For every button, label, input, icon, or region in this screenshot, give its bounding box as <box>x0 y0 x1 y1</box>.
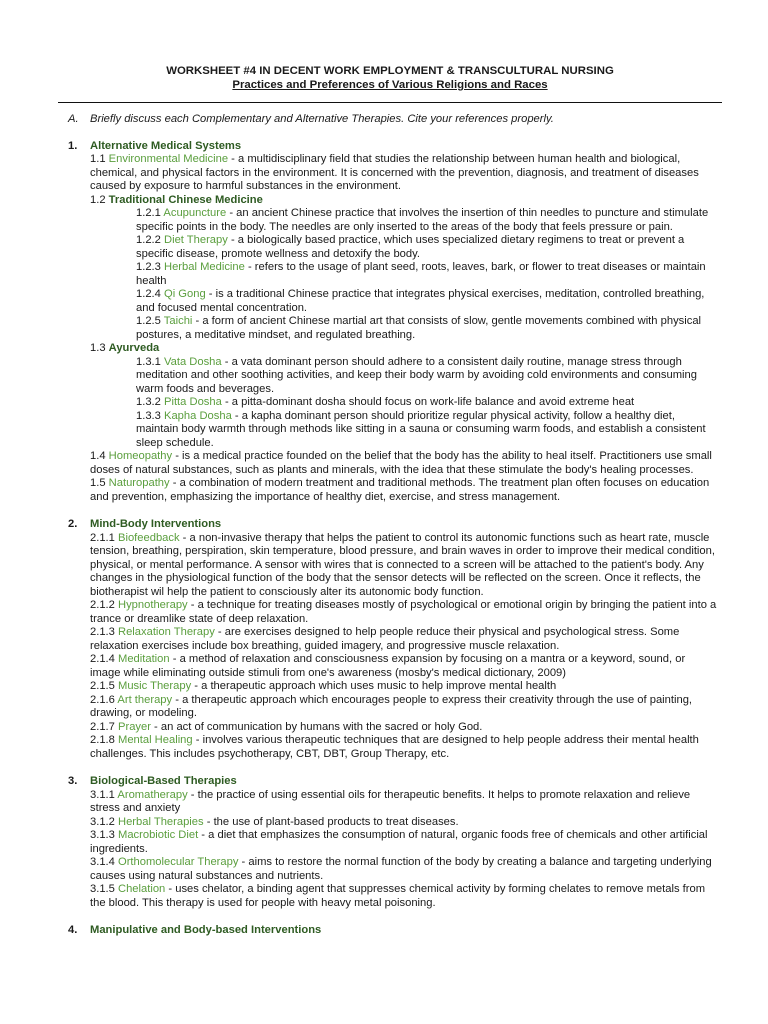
item-description: - a technique for treating diseases mostly of psychological or emotional origin by bringing the patient into a trance or dreamlike state of deep relaxation. <box>90 599 717 625</box>
item-term: Biofeedback <box>118 531 180 544</box>
list-item <box>136 288 718 315</box>
item-term: Music Therapy <box>118 680 192 692</box>
section-heading <box>68 140 718 154</box>
item-number: 2.1.5 <box>90 680 115 692</box>
section-title: Manipulative and Body-based Interventions <box>90 924 322 936</box>
section-number: 3. <box>68 775 78 787</box>
item-number: 1.2.2 <box>136 234 161 246</box>
list-item <box>90 599 718 626</box>
subsection-heading <box>90 194 718 208</box>
list-item <box>90 694 718 721</box>
item-description: - a form of ancient Chinese martial art that consists of slow, gentle movements combined with physical postures, a meditative mindset, and regulated breathing. <box>136 315 702 341</box>
item-number: 3.1.4 <box>90 856 115 868</box>
item-term: Kapha Dosha <box>164 409 232 422</box>
item-term: Qi Gong <box>164 288 206 300</box>
item-term: Acupuncture <box>163 207 227 219</box>
section-title: Alternative Medical Systems <box>90 139 242 152</box>
list-item <box>90 734 718 761</box>
item-term: Herbal Therapies <box>118 815 204 828</box>
item-description: - is a traditional Chinese practice that integrates physical exercises, meditation, controlled breathing, and focused mental concentration. <box>136 288 705 314</box>
item-number: 3.1.3 <box>90 829 115 841</box>
item-description: - a vata dominant person should adhere to a consistent daily routine, manage stress through meditation and other soothing activities, and keep their body warm by avoiding cold environments and consuming warm foods and beverages. <box>136 355 697 395</box>
item-number: 1.2.5 <box>136 315 161 327</box>
item-number: 3.1.5 <box>90 883 115 895</box>
item-number: 1.3 <box>90 342 106 354</box>
item-term: Meditation <box>118 653 170 665</box>
item-description: - the practice of using essential oils for therapeutic benefits. It helps to promote relaxation and relieve stress and anxiety <box>90 788 691 814</box>
item-term: Taichi <box>163 315 193 327</box>
list-item <box>136 396 718 410</box>
list-item <box>90 721 718 735</box>
item-description: - aims to restore the normal function of the body by creating a balance and targeting underlying causes using natural substances and nutrients. <box>90 856 712 882</box>
item-number: 1.4 <box>90 450 106 462</box>
list-item <box>90 789 718 816</box>
section-heading <box>68 924 718 938</box>
item-number: 1.2.4 <box>136 288 161 300</box>
list-item <box>136 261 718 288</box>
item-description: - involves various therapeutic techniques that are designed to help people address their mental health challenges. This includes psychotherapy, CBT, DBT, Group Therapy, etc. <box>90 734 699 760</box>
list-item <box>90 450 718 477</box>
list-item <box>90 883 718 910</box>
item-description: - a pitta-dominant dosha should focus on work-life balance and avoid extreme heat <box>221 396 635 408</box>
item-term: Relaxation Therapy <box>118 626 215 638</box>
section-number: 4. <box>68 924 78 936</box>
document-title: WORKSHEET #4 IN DECENT WORK EMPLOYMENT & TRANSCULTURAL NURSING <box>166 65 614 77</box>
item-term: Diet Therapy <box>164 234 228 246</box>
list-item <box>90 653 718 680</box>
item-number: 2.1.4 <box>90 653 115 665</box>
item-term: Macrobiotic Diet <box>118 829 199 841</box>
section <box>62 140 718 505</box>
item-number: 1.2 <box>90 193 106 206</box>
item-number: 1.3.1 <box>136 355 161 368</box>
header-rule <box>58 102 722 103</box>
list-item <box>136 410 718 451</box>
item-term: Prayer <box>118 720 151 733</box>
list-item <box>136 315 718 342</box>
item-description: - a diet that emphasizes the consumption of natural, organic foods free of chemicals and other artificial ingredients. <box>90 829 708 855</box>
item-description: - a therapeutic approach which encourages people to express their creativity through the use of painting, drawing, or modeling. <box>90 693 693 719</box>
item-description: - an act of communication by humans with the sacred or holy God. <box>150 720 483 733</box>
section-heading <box>68 518 718 532</box>
item-term: Naturopathy <box>108 477 170 489</box>
item-number: 2.1.1 <box>90 531 115 544</box>
item-term: Orthomolecular Therapy <box>118 856 239 868</box>
section-number: 2. <box>68 518 78 530</box>
item-number: 2.1.7 <box>90 720 115 733</box>
item-number: 1.3.3 <box>136 409 161 422</box>
instruction <box>68 113 718 127</box>
item-description: - a kapha dominant person should prioritize regular physical activity, follow a healthy diet, maintain body warmth through methods like sitting in a sauna or consuming warm foods, and establish a consistent sleep schedule. <box>136 409 706 449</box>
item-term: Hypnotherapy <box>118 599 188 611</box>
item-description: - a biologically based practice, which uses specialized dietary regimens to treat or prevent a specific disease, promote wellness and detoxify the body. <box>136 234 685 260</box>
sections-container <box>62 140 718 938</box>
instruction-text: Briefly discuss each Complementary and Alternative Therapies. Cite your references properly. <box>90 113 554 125</box>
list-item <box>90 680 718 694</box>
document-subtitle: Practices and Preferences of Various Religions and Races <box>232 79 548 91</box>
section <box>62 924 718 938</box>
list-item <box>90 477 718 504</box>
item-term: Homeopathy <box>108 450 173 462</box>
item-term: Herbal Medicine <box>164 261 245 273</box>
item-term: Chelation <box>118 883 166 895</box>
item-description: - a non-invasive therapy that helps the patient to control its autonomic functions such as heart rate, muscle tension, breathing, perspiration, skin temperature, blood pressure, and brain waves in order to improve their medical condition, physical, or mental performance. A sensor with wires that is connected to a screen will be attached to the patient's body. Any changes in the physiological function of the body that the sensor detects will be reflected on the screen. Once it reflects, the biotherapist wil help the patient to consciously alter its autonomic body function. <box>90 531 715 598</box>
item-number: 1.2.3 <box>136 261 161 273</box>
item-term: Environmental Medicine <box>108 153 229 165</box>
item-description: - are exercises designed to help people reduce their physical and psychological stress. Some relaxation exercises include box breathing, guided imagery, and progressive muscle relaxation. <box>90 626 680 652</box>
item-description: - uses chelator, a binding agent that suppresses chemical activity by forming chelates to remove metals from the blood. This therapy is used for people with heavy metal poisoning. <box>90 883 706 909</box>
list-item <box>136 356 718 397</box>
list-item <box>90 626 718 653</box>
section-number: 1. <box>68 139 78 152</box>
section-title: Biological-Based Therapies <box>90 775 237 787</box>
item-number: 2.1.3 <box>90 626 115 638</box>
item-number: 3.1.1 <box>90 788 115 801</box>
item-term: Aromatherapy <box>117 788 188 801</box>
section <box>62 775 718 910</box>
list-item <box>136 234 718 261</box>
subsection-heading <box>90 342 718 356</box>
item-description: - refers to the usage of plant seed, roots, leaves, bark, or flower to treat diseases or maintain health <box>136 261 706 287</box>
item-number: 1.2.1 <box>136 207 161 219</box>
item-term: Ayurveda <box>108 342 160 354</box>
list-item <box>90 532 718 600</box>
item-term: Mental Healing <box>118 734 193 746</box>
item-description: - the use of plant-based products to treat diseases. <box>203 815 459 828</box>
item-term: Pitta Dosha <box>164 396 222 408</box>
item-number: 3.1.2 <box>90 815 115 828</box>
item-number: 2.1.8 <box>90 734 115 746</box>
item-term: Vata Dosha <box>164 355 222 368</box>
item-number: 1.5 <box>90 477 106 489</box>
item-description: - a therapeutic approach which uses music to help improve mental health <box>191 680 557 692</box>
item-number: 1.3.2 <box>136 396 161 408</box>
list-item <box>90 153 718 194</box>
list-item <box>90 829 718 856</box>
item-description: - is a medical practice founded on the belief that the body has the ability to heal itself. Practitioners use small doses of natural substances, such as plants and minerals, with the idea that these stimulate the body's healing processes. <box>90 450 712 476</box>
item-number: 1.1 <box>90 153 106 165</box>
list-item <box>90 816 718 830</box>
item-description: - an ancient Chinese practice that involves the insertion of thin needles to puncture and stimulate specific points in the body. The needles are only inserted to the areas of the body that feels pressure or pain. <box>136 207 709 233</box>
item-description: - a multidisciplinary field that studies the relationship between human health and biological, chemical, and physical factors in the environment. It is concerned with the prevention, diagnosis, and treatment of diseases caused by exposure to harmful substances in the environment. <box>90 153 699 192</box>
item-description: - a combination of modern treatment and traditional methods. The treatment plan often focuses on education and prevention, emphasizing the importance of healthy diet, exercise, and stress management. <box>90 477 710 503</box>
instruction-letter: A. <box>68 113 79 125</box>
item-number: 2.1.6 <box>90 693 115 706</box>
section-heading <box>68 775 718 789</box>
item-description: - a method of relaxation and consciousness expansion by focusing on a mantra or a keyword, sound, or image while eliminating outside stimuli from one's awareness (mosby's medical dictionary, 2009) <box>90 653 686 679</box>
section-title: Mind-Body Interventions <box>90 518 222 530</box>
item-term: Traditional Chinese Medicine <box>108 193 263 206</box>
item-number: 2.1.2 <box>90 599 115 611</box>
list-item <box>136 207 718 234</box>
item-term: Art therapy <box>117 693 173 706</box>
section <box>62 518 718 761</box>
list-item <box>90 856 718 883</box>
